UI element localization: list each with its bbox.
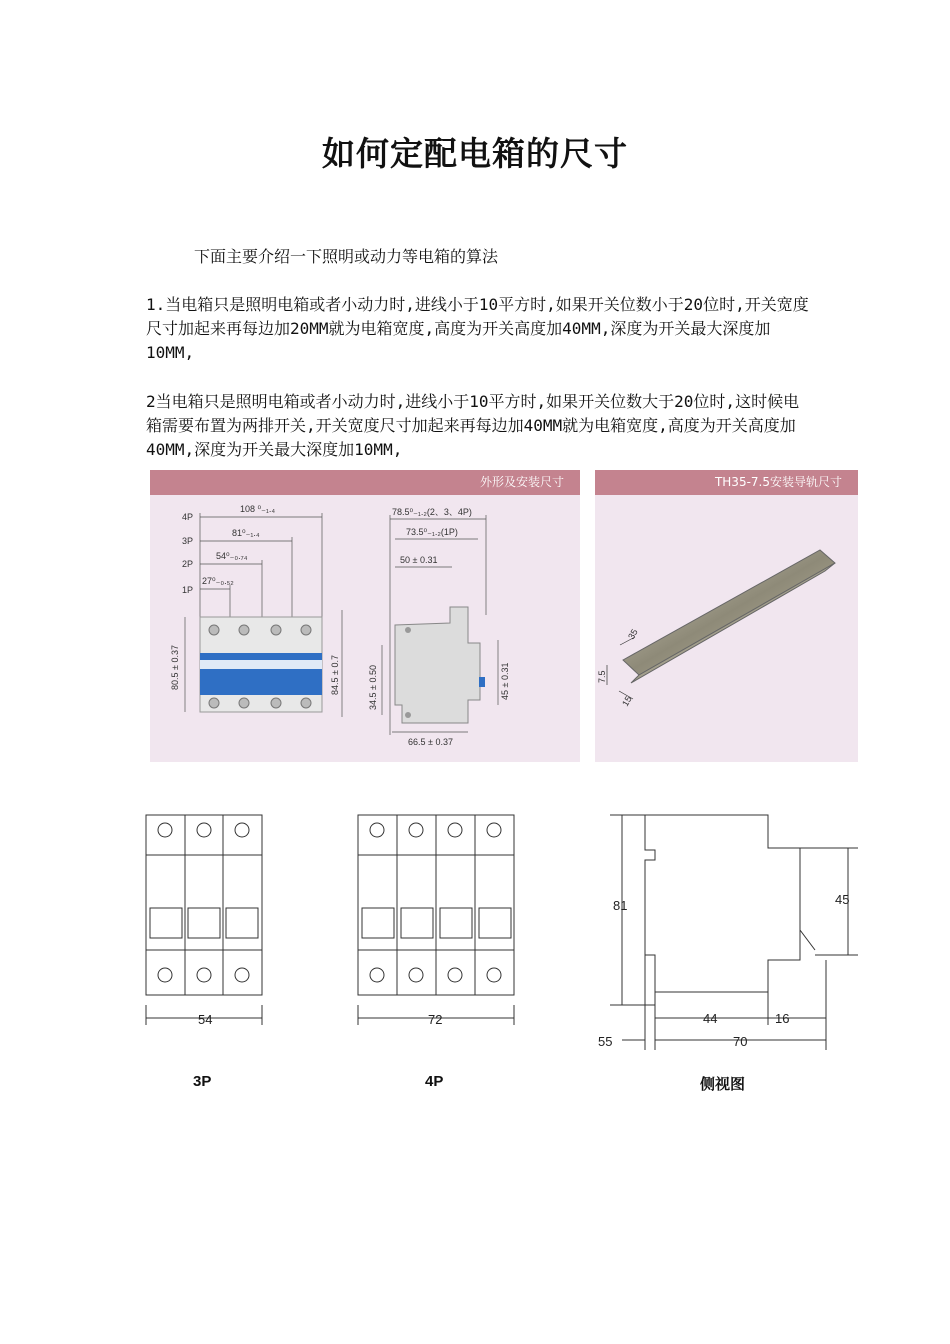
breaker-dimension-drawing xyxy=(150,495,580,762)
pole-label: 3P xyxy=(182,536,194,546)
breaker-3p-drawing xyxy=(146,815,262,1025)
breaker-4p-image xyxy=(200,617,322,712)
side-width-label: 66.5 ± 0.37 xyxy=(408,737,453,747)
outline-dimensions-panel xyxy=(150,470,580,762)
pole-label: 4P xyxy=(182,512,194,522)
offset-55-dim: 55 xyxy=(598,1034,613,1049)
side-height-left-label: 34.5 ± 0.50 xyxy=(368,665,378,710)
side-view-drawing xyxy=(610,815,858,1050)
side-depth-2-label: 73.5⁰₋₁.₂(1P) xyxy=(406,527,458,537)
depth-44-dim: 44 xyxy=(703,1011,718,1026)
rule-paragraph-1: 1.当电箱只是照明电箱或者小动力时,进线小于10平方时,如果开关位数小于20位时,开关宽度尺寸加起来再每边加20MM就为电箱宽度,高度为开关高度加40MM,深度为开关最大深度加10MM, xyxy=(146,295,809,362)
label-4p: 4P xyxy=(425,1073,444,1090)
intro-paragraph: 下面主要介绍一下照明或动力等电箱的算法 xyxy=(194,247,499,266)
width-2p-label: 54⁰₋₀.₇₄ xyxy=(216,551,248,561)
rule-paragraph-2: 2当电箱只是照明电箱或者小动力时,进线小于10平方时,如果开关位数大于20位时,这时候电箱需要布置为两排开关,开关宽度尺寸加起来再每边加40MM就为电箱宽度,高度为开关高度加40MM,深度为开关最大深度加10MM, xyxy=(146,392,800,459)
width-4p-dim: 72 xyxy=(428,1012,443,1027)
width-3p-dim: 54 xyxy=(198,1012,213,1027)
breaker-side-image xyxy=(395,607,485,723)
page-title: 如何定配电箱的尺寸 xyxy=(322,134,628,173)
side-depth-1-label: 78.5⁰₋₁.₂(2、3、4P) xyxy=(392,507,472,517)
label-side-view: 侧视图 xyxy=(700,1076,746,1093)
depth-16-dim: 16 xyxy=(775,1011,790,1026)
pole-label: 2P xyxy=(182,559,194,569)
rail-flange-label: 15 xyxy=(620,694,634,708)
panel-header: 外形及安装尺寸 xyxy=(150,470,580,495)
height-81-dim: 81 xyxy=(613,898,628,913)
height-right-label: 84.5 ± 0.7 xyxy=(330,655,340,695)
breaker-4p-drawing xyxy=(358,815,514,1025)
panel-header: TH35-7.5安装导轨尺寸 xyxy=(595,470,858,495)
width-1p-label: 27⁰₋₀.₅₂ xyxy=(202,576,234,586)
breaker-line-drawings xyxy=(0,800,950,1070)
label-3p: 3P xyxy=(193,1073,212,1090)
din-rail-panel xyxy=(595,470,858,762)
pole-label: 1P xyxy=(182,585,194,595)
rail-width-label: 35 xyxy=(626,627,640,641)
width-4p-label: 108 ⁰₋₁.₄ xyxy=(240,504,276,514)
depth-70-dim: 70 xyxy=(733,1034,748,1049)
side-depth-3-label: 50 ± 0.31 xyxy=(400,555,438,565)
din-rail-drawing xyxy=(595,495,858,762)
height-45-dim: 45 xyxy=(835,892,850,907)
width-3p-label: 81⁰₋₁.₄ xyxy=(232,528,260,538)
rail-depth-label: 7.5 xyxy=(597,670,607,683)
side-height-right-label: 45 ± 0.31 xyxy=(500,662,510,700)
height-left-label: 80.5 ± 0.37 xyxy=(170,645,180,690)
